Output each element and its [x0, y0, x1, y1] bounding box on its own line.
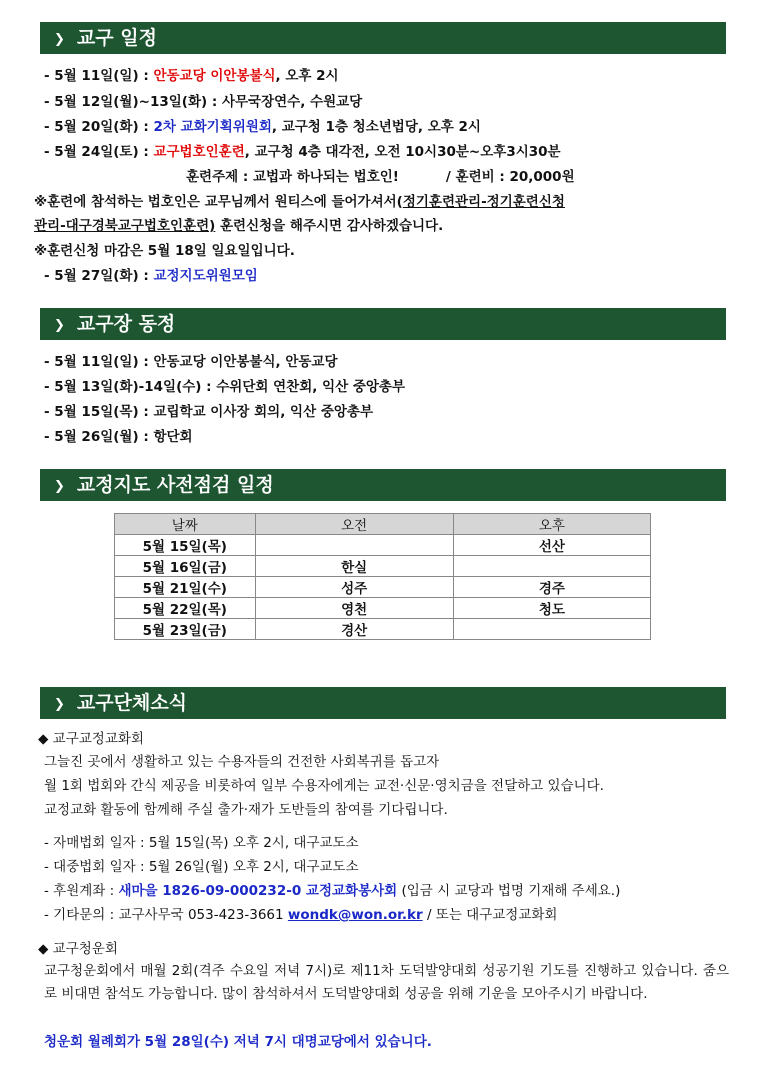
column-header: 오전: [255, 514, 453, 535]
bishop-item: - 5월 13일(화)-14일(수) : 수위단회 연찬회, 익산 중앙총부: [44, 379, 406, 395]
schedule-item: - 5월 24일(토) : 교구법호인훈련, 교구청 4층 대각전, 오전 10시30분~오후3시30분: [44, 144, 561, 160]
group-item: - 후원계좌 : 새마을 1826-09-000232-0 교정교화봉사회 (입금 시 교당과 법명 기재해 주세요.): [44, 883, 621, 899]
table-cell: 경주: [453, 577, 650, 598]
group-paragraph: 교정교화 활동에 함께해 주실 출가·재가 도반들의 참여를 기다립니다.: [44, 802, 448, 818]
table-cell: 경산: [255, 619, 453, 640]
training-theme: 훈련주제 : 교법과 하나되는 법호인! / 훈련비 : 20,000원: [186, 169, 575, 185]
table-cell: 5월 15일(목): [115, 535, 256, 556]
table-cell: [255, 535, 453, 556]
table-header-row: [115, 514, 651, 535]
table-cell: [453, 556, 650, 577]
schedule-item: - 5월 27일(화) : 교정지도위원모임: [44, 268, 258, 284]
table-row: [115, 577, 651, 598]
section-header-bishop: ❯ 교구장 동정: [40, 308, 726, 340]
table-row: [115, 598, 651, 619]
table-row: [115, 619, 651, 640]
inspection-table: [114, 513, 651, 640]
schedule-item: - 5월 11일(일) : 안동교당 이안봉불식, 오후 2시: [44, 68, 339, 84]
bishop-item: - 5월 15일(목) : 교립학교 이사장 회의, 익산 중앙총부: [44, 404, 373, 420]
table-cell: [453, 619, 650, 640]
table-cell: 5월 23일(금): [115, 619, 256, 640]
section-header-schedule: ❯ 교구 일정: [40, 22, 726, 54]
bishop-item: - 5월 26일(월) : 항단회: [44, 429, 193, 445]
deadline-note: ※훈련신청 마감은 5월 18일 일요일입니다.: [34, 243, 295, 259]
group-item: - 기타문의 : 교구사무국 053-423-3661 wondk@won.or.kr / 또는 대구교정교화회: [44, 907, 558, 923]
section-header-inspection: ❯ 교정지도 사전점검 일정: [40, 469, 726, 501]
arrow-icon: ❯: [54, 32, 65, 47]
table-cell: 청도: [453, 598, 650, 619]
table-cell: 영천: [255, 598, 453, 619]
group-paragraph: 교구청운회에서 매월 2회(격주 수요일 저녁 7시)로 제11차 도덕발양대회 성공기원 기도를 진행하고 있습니다. 줌으로 비대면 참석도 가능합니다. 많이 참석하셔서 도덕발양대회 성공을 위해 기운을 모아주시기 바랍니다.: [44, 963, 729, 1002]
group-paragraph: 그늘진 곳에서 생활하고 있는 수용자들의 건전한 사회복귀를 돕고자: [44, 754, 440, 770]
table-cell: 5월 22일(목): [115, 598, 256, 619]
column-header: 오후: [453, 514, 650, 535]
schedule-item: - 5월 12일(월)~13일(화) : 사무국장연수, 수원교당: [44, 94, 363, 110]
section-header-groups: ❯ 교구단체소식: [40, 687, 726, 719]
group-item: - 자매법회 일자 : 5월 15일(목) 오후 2시, 대구교도소: [44, 835, 359, 851]
group-title: ◆ 교구교정교화회: [38, 731, 144, 747]
group-title: ◆ 교구청운회: [38, 941, 118, 957]
column-header: 날짜: [115, 514, 256, 535]
email-link[interactable]: wondk@won.or.kr: [287, 907, 423, 923]
arrow-icon: ❯: [54, 697, 65, 712]
table-row: [115, 535, 651, 556]
table-cell: 한실: [255, 556, 453, 577]
table-cell: 성주: [255, 577, 453, 598]
arrow-icon: ❯: [54, 318, 65, 333]
table-cell: 5월 16일(금): [115, 556, 256, 577]
group-item: - 대중법회 일자 : 5월 26일(월) 오후 2시, 대구교도소: [44, 859, 359, 875]
arrow-icon: ❯: [54, 479, 65, 494]
schedule-item: - 5월 20일(화) : 2차 교화기획위원회, 교구청 1층 청소년법당, 오후 2시: [44, 119, 481, 135]
training-note: ※훈련에 참석하는 법호인은 교무님께서 원티스에 들어가셔서(정기훈련관리-정기훈련신청: [34, 194, 565, 210]
training-note: 관리-대구경북교구법호인훈련) 훈련신청을 해주시면 감사하겠습니다.: [34, 218, 444, 234]
meeting-notice: 청운회 월례회가 5월 28일(수) 저녁 7시 대명교당에서 있습니다.: [44, 1034, 432, 1050]
group-paragraph: 월 1회 법회와 간식 제공을 비롯하여 일부 수용자에게는 교전·신문·영치금을 전달하고 있습니다.: [44, 778, 604, 794]
bishop-item: - 5월 11일(일) : 안동교당 이안봉불식, 안동교당: [44, 354, 338, 370]
table-cell: 선산: [453, 535, 650, 556]
table-cell: 5월 21일(수): [115, 577, 256, 598]
table-row: [115, 556, 651, 577]
